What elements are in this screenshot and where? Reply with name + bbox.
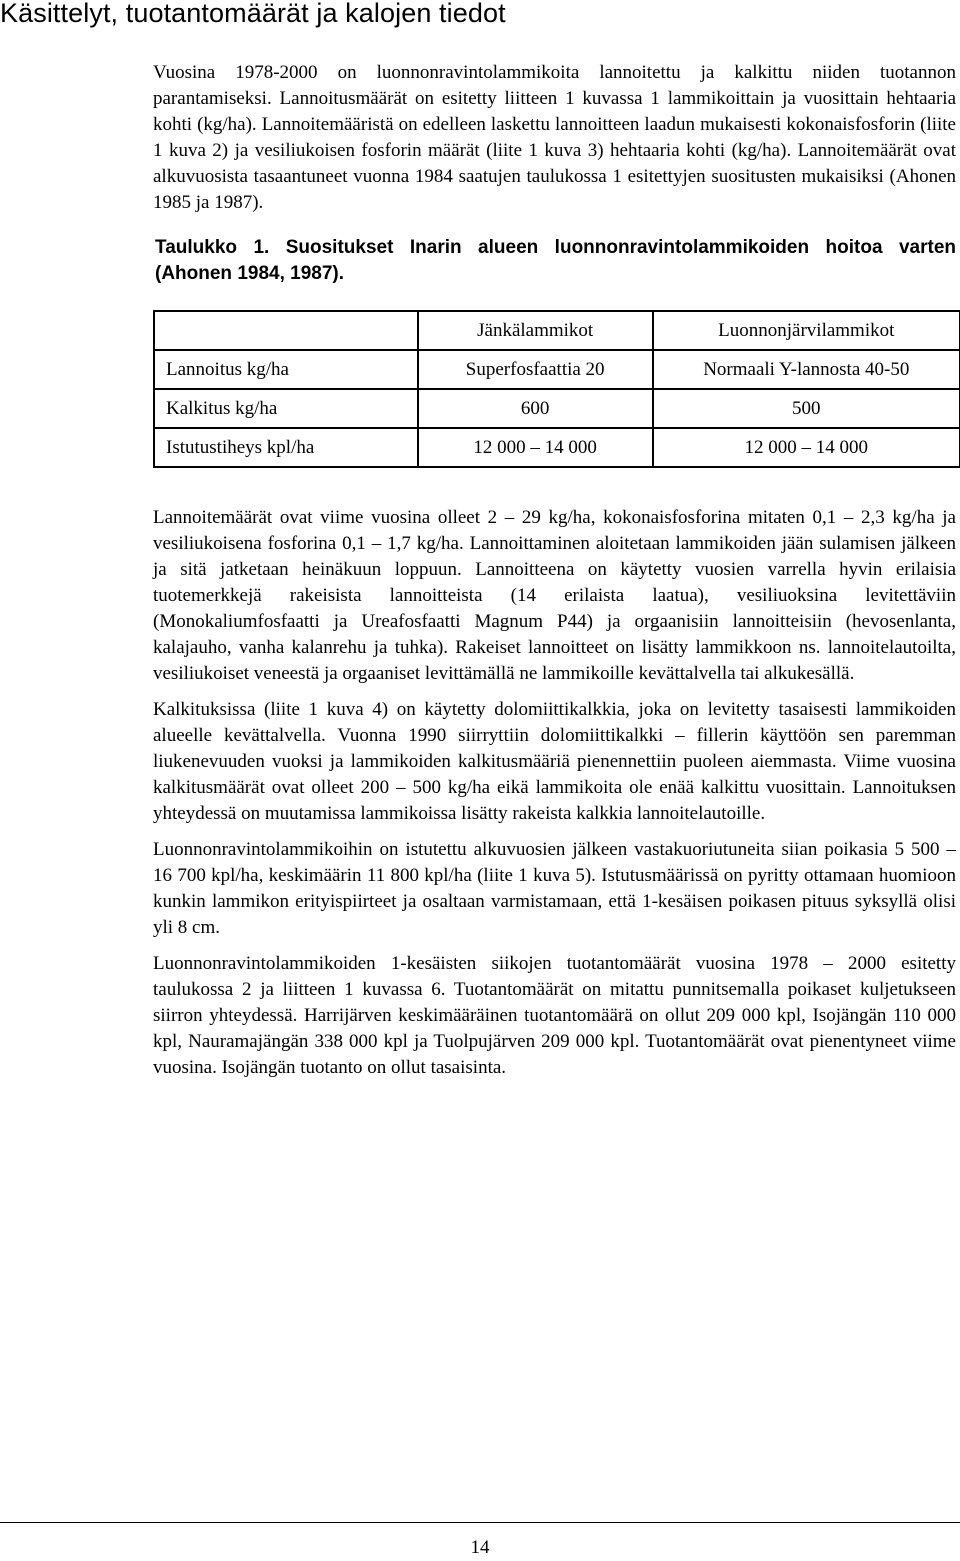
table-row [154,428,960,467]
footer-divider [0,1522,960,1523]
table-row-label: Lannoitus kg/ha [154,350,418,389]
intro-paragraph: Vuosina 1978-2000 on luonnonravintolammikoita lannoitettu ja kalkittu niiden tuotannon parantamiseksi. Lannoitusmäärät on esitetty liitteen 1 kuvassa 1 lammikoittain ja vuosittain hehtaaria kohti (kg/ha). Lannoitemääristä on edelleen laskettu lannoitteen laadun mukaisesti kokonaisfosforin (liite 1 kuva 2) ja vesiliukoisen fosforin määrät (liite 1 kuva 3) hehtaaria kohti (kg/ha). Lannoitemäärät ovat alkuvuosista tasaantuneet vuonna 1984 saatujen taulukossa 1 esitettyjen suositusten mukaisiksi (Ahonen 1985 ja 1987). [153,62,956,213]
table-row [154,389,960,428]
recommendations-table [153,310,960,468]
table-cell: Normaali Y-lannosta 40-50 [653,350,960,389]
table-cell: Superfosfaattia 20 [418,350,653,389]
paragraph-stocking: Luonnonravintolammikoihin on istutettu alkuvuosien jälkeen vastakuoriutuneita siian poikasia 5 500 – 16 700 kpl/ha, keskimäärin 11 800 kpl/ha (liite 1 kuva 5). Istutusmäärissä on pyritty ottamaan huomioon kunkin lammikon erityispiirteet ja osaltaan varmistamaan, että 1-kesäisen poikasen pituus syksyllä olisi yli 8 cm. [153,839,956,938]
table-header-cell: Jänkälammikot [418,311,653,350]
paragraph-liming: Kalkituksissa (liite 1 kuva 4) on käytetty dolomiittikalkkia, joka on levitetty tasaisesti lammikoiden alueelle kevättalvella. Vuonna 1990 siirryttiin dolomiittikalkki – fillerin käyttöön sen paremman liukenevuuden vuoksi ja lammikoiden kalkitusmääriä pienennettiin puoleen aiemmasta. Viime vuosina kalkitusmäärät ovat olleet 200 – 500 kg/ha eikä lammikoita ole enää kalkittu vuosittain. Lannoituksen yhteydessä on muutamissa lammikoissa lisätty rakeista kalkkia lannoitelautoille. [153,699,956,824]
table-row-label: Kalkitus kg/ha [154,389,418,428]
table-header-row [154,311,960,350]
page-heading: Käsittelyt, tuotantomäärät ja kalojen tiedot [0,0,506,28]
page-number: 14 [470,1537,490,1558]
table-cell: 12 000 – 14 000 [418,428,653,467]
table-header-cell: Luonnonjärvilammikot [653,311,960,350]
paragraph-fertilization: Lannoitemäärät ovat viime vuosina olleet 2 – 29 kg/ha, kokonaisfosforina mitaten 0,1 – 2,3 kg/ha ja vesiliukoisena fosforina 0,1 – 1,7 kg/ha. Lannoittaminen aloitetaan lammikoiden jään sulamisen jälkeen ja sitä jatketaan heinäkuun loppuun. Lannoitteena on käytetty vuosien varrella hyvin erilaisia tuotemerkkejä rakeisista lannoitteista (14 erilaista laatua), vesiliuoksina levitettäviin (Monokaliumfosfaatti ja Ureafosfaatti Magnum P44) ja orgaanisiin lannoitteisiin (hevosenlanta, kalajauho, vanha kalanrehu ja tuhka). Rakeiset lannoitteet on lisätty lammikkoon ns. lannoitelautoilta, vesiliukoiset veneestä ja orgaaniset levittämällä ne lammikoille kevättalvella tai alkukesällä. [153,507,956,684]
document-body [153,60,956,1081]
table-header-cell [154,311,418,350]
table-row [154,350,960,389]
table-caption: Taulukko 1. Suositukset Inarin alueen luonnonravintolammikoiden hoitoa varten (Ahonen 1984, 1987). [155,237,956,284]
table-row-label: Istutustiheys kpl/ha [154,428,418,467]
table-cell: 600 [418,389,653,428]
paragraph-production: Luonnonravintolammikoiden 1-kesäisten siikojen tuotantomäärät vuosina 1978 – 2000 esitetty taulukossa 2 ja liitteen 1 kuvassa 6. Tuotantomäärät on mitattu punnitsemalla poikaset kuljetukseen siirron yhteydessä. Harrijärven keskimääräinen tuotantomäärä on ollut 209 000 kpl, Isojängän 110 000 kpl, Nauramajängän 338 000 kpl ja Tuolpujärven 209 000 kpl. Tuotantomäärät ovat pienentyneet viime vuosina. Isojängän tuotanto on ollut tasaisinta. [153,953,956,1078]
body-text [153,505,956,1081]
table-cell: 12 000 – 14 000 [653,428,960,467]
table-cell: 500 [653,389,960,428]
